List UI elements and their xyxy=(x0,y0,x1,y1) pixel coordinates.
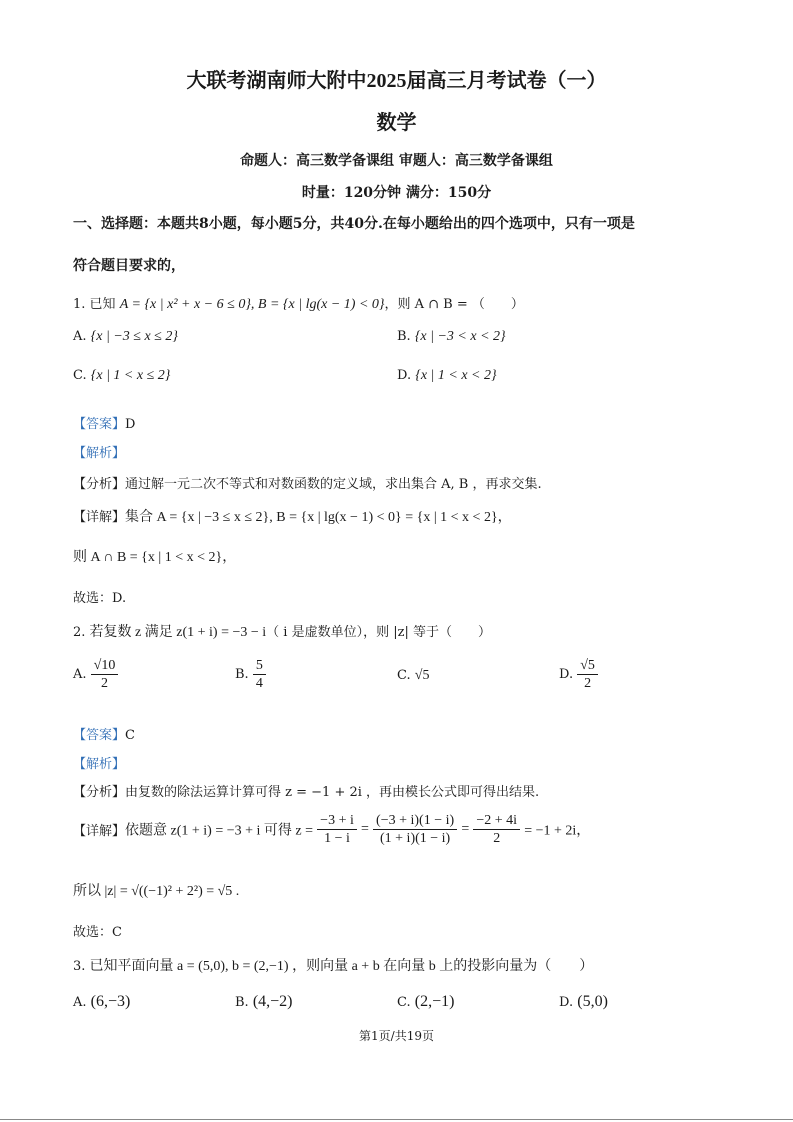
q2-option-c[interactable] xyxy=(397,668,429,684)
time-info: 时量：120分钟 满分：150分 xyxy=(301,185,492,201)
answer-value: C xyxy=(125,728,135,743)
option-fraction xyxy=(91,657,119,692)
q2-jiexi-tag: 【解析】 xyxy=(73,757,126,772)
q1-choice: 故选：D. xyxy=(73,591,127,606)
q2-choice: 故选：C xyxy=(73,925,122,940)
answer-tag: 【答案】 xyxy=(73,417,126,432)
option-text: (4,−2) xyxy=(252,993,293,1010)
q2-option-b[interactable] xyxy=(235,657,266,692)
detail-fraction-2 xyxy=(373,812,457,847)
q1-option-a[interactable] xyxy=(73,329,178,345)
q3-stem xyxy=(73,955,593,975)
q1-stem xyxy=(73,293,524,313)
option-label: D. xyxy=(559,667,574,682)
q3-number: 3. xyxy=(73,959,86,974)
equals-sign: = xyxy=(361,821,369,837)
q2-modulus: 所以 |z| = √((−1)² + 2²) = √5 . xyxy=(73,884,240,899)
fraction-denominator: 2 xyxy=(101,676,109,691)
section-heading-line1: 一、选择题：本题共8小题，每小题5分，共40分.在每小题给出的四个选项中，只有一项是 xyxy=(73,216,635,232)
option-label: A. xyxy=(73,329,87,344)
fraction-denominator: 2 xyxy=(493,831,501,846)
q1-option-c[interactable] xyxy=(73,368,170,384)
option-fraction xyxy=(253,657,266,692)
q3-stem-text: 已知平面向量 a = (5,0), b = (2,−1) ，则向量 a + b 在向量 b 上的投影向量为（ ） xyxy=(89,959,594,974)
q2-stem-mid: （ i 是虚数单位），则 |z| 等于（ ） xyxy=(266,625,491,640)
authors-line: 命题人：高三数学备课组 审题人：高三数学备课组 xyxy=(240,153,553,169)
equals-sign: = xyxy=(461,821,470,837)
fraction-numerator: −2 + 4i xyxy=(473,812,520,830)
q2-analysis xyxy=(73,781,539,800)
answer-tag: 【答案】 xyxy=(73,728,126,743)
q1-then: 则 A ∩ B = {x | 1 < x < 2}， xyxy=(73,550,237,565)
analysis-text: 由复数的除法运算计算可得 z = −1 + 2i ，再由模长公式即可得出结果. xyxy=(125,785,540,800)
fraction-numerator: −3 + i xyxy=(317,812,357,830)
fraction-denominator: 2 xyxy=(584,676,592,691)
page-title: 大联考湖南师大附中2025届高三月考试卷（一） xyxy=(186,70,607,92)
fraction-denominator: 1 − i xyxy=(324,831,350,846)
page-footer: 第1页/共19页 xyxy=(359,1029,434,1043)
q1-option-d[interactable] xyxy=(397,368,497,384)
detail-fraction-1 xyxy=(317,812,357,847)
q2-number: 2. xyxy=(73,625,86,640)
q2-stem-pre: 若复数 z 满足 z(1 + i) = −3 − i xyxy=(89,625,267,640)
q2-detail xyxy=(73,812,590,847)
detail-fraction-3 xyxy=(473,812,520,847)
fraction-numerator: (−3 + i)(1 − i) xyxy=(373,812,457,830)
q1-number: 1. xyxy=(73,297,86,312)
q3-option-a[interactable] xyxy=(73,993,130,1011)
q1-sets: A = {x | x² + x − 6 ≤ 0}, B = {x | lg(x − 1) < 0} xyxy=(119,297,385,312)
option-label: B. xyxy=(235,667,249,682)
q1-post: ，则 A ∩ B = （ ） xyxy=(384,297,524,312)
option-label: A. xyxy=(73,995,87,1010)
subject-title: 数学 xyxy=(376,112,417,134)
q1-answer xyxy=(73,413,135,432)
q1-detail xyxy=(73,506,512,526)
fraction-denominator: 4 xyxy=(255,676,263,691)
analysis-tag: 【分析】 xyxy=(73,477,126,492)
option-text: {x | −3 ≤ x ≤ 2} xyxy=(90,329,178,344)
option-label: A. xyxy=(73,667,87,682)
q2-stem xyxy=(73,621,491,641)
option-text: (2,−1) xyxy=(414,993,455,1010)
option-label: B. xyxy=(235,995,249,1010)
q2-option-d[interactable] xyxy=(559,657,598,692)
section-heading-line2: 符合题目要求的， xyxy=(73,258,185,274)
option-fraction xyxy=(577,657,598,692)
q3-option-d[interactable] xyxy=(559,993,608,1011)
option-text: {x | 1 < x ≤ 2} xyxy=(90,368,171,383)
option-text: {x | 1 < x < 2} xyxy=(415,368,497,383)
option-label: C. xyxy=(397,995,411,1010)
bottom-divider xyxy=(0,1119,793,1120)
detail-tag: 【详解】 xyxy=(73,510,126,525)
option-text: √5 xyxy=(414,668,430,683)
option-label: C. xyxy=(397,668,411,683)
q1-pre: 已知 xyxy=(89,297,116,312)
fraction-denominator: (1 + i)(1 − i) xyxy=(380,831,451,846)
detail-tag: 【详解】 xyxy=(73,824,126,839)
option-label: D. xyxy=(559,995,574,1010)
fraction-numerator: √10 xyxy=(91,657,119,675)
q1-option-b[interactable] xyxy=(397,329,506,345)
option-label: B. xyxy=(397,329,411,344)
q3-option-b[interactable] xyxy=(235,993,293,1011)
analysis-tag: 【分析】 xyxy=(73,785,126,800)
q1-jiexi-tag: 【解析】 xyxy=(73,446,126,461)
fraction-numerator: 5 xyxy=(253,657,266,675)
fraction-numerator: √5 xyxy=(577,657,598,675)
detail-pre: 依题意 z(1 + i) = −3 + i 可得 z = xyxy=(125,823,314,839)
q1-analysis xyxy=(73,473,542,492)
option-label: C. xyxy=(73,368,87,383)
answer-value: D xyxy=(125,417,136,432)
analysis-text: 通过解一元二次不等式和对数函数的定义域，求出集合 A, B ，再求交集. xyxy=(125,477,542,492)
detail-post: = −1 + 2i， xyxy=(524,823,591,839)
q2-option-a[interactable] xyxy=(73,657,118,692)
option-text: {x | −3 < x < 2} xyxy=(414,329,506,344)
option-text: (5,0) xyxy=(577,993,608,1010)
detail-text: 集合 A = {x | −3 ≤ x ≤ 2}, B = {x | lg(x − 1) < 0} = {x | 1 < x < 2}， xyxy=(125,510,512,525)
q3-option-c[interactable] xyxy=(397,993,454,1011)
q2-answer xyxy=(73,724,135,743)
option-label: D. xyxy=(397,368,412,383)
option-text: (6,−3) xyxy=(90,993,131,1010)
